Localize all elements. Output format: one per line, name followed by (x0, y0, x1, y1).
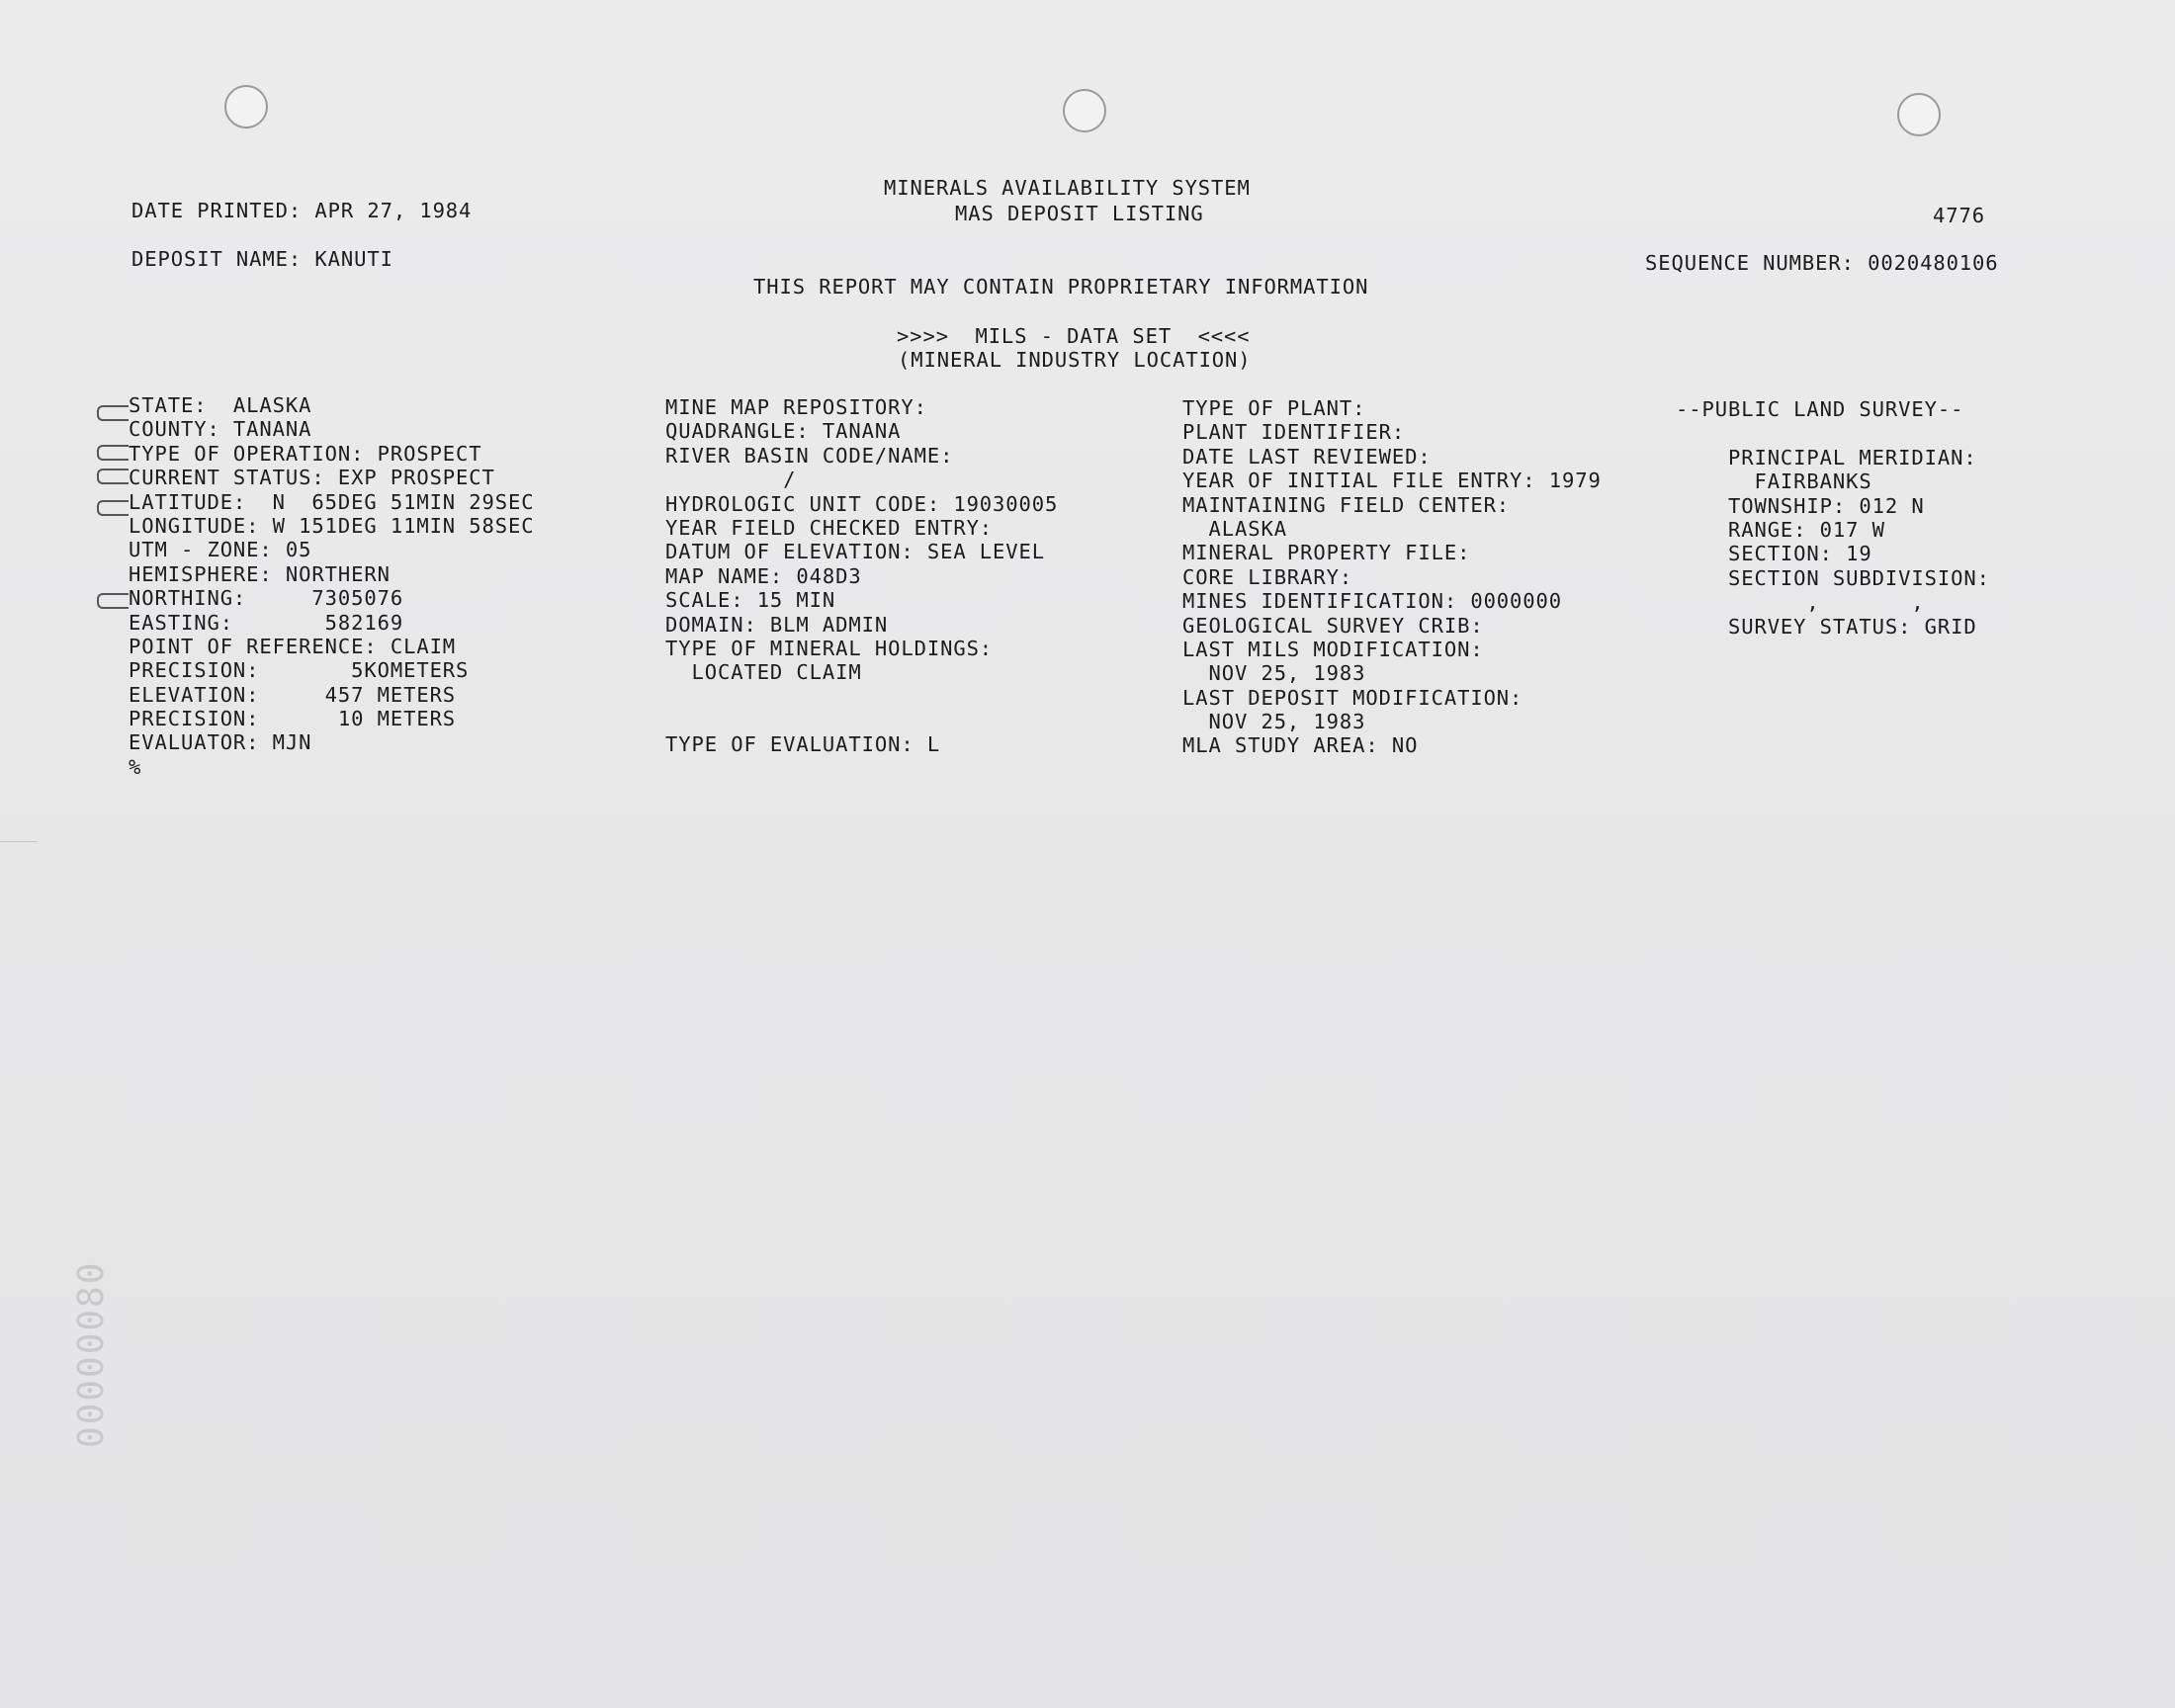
margin-bracket (97, 445, 129, 461)
field-principal-meridian-value: FAIRBANKS (1676, 470, 1872, 494)
field-date-last-reviewed: DATE LAST REVIEWED: (1182, 444, 1432, 469)
field-section-subdivision-value: , , (1676, 590, 1925, 615)
field-township: TOWNSHIP: 012 N (1676, 493, 1925, 518)
sequence-number: SEQUENCE NUMBER: 0020480106 (1645, 251, 1999, 275)
field-type-of-evaluation: TYPE OF EVALUATION: L (665, 732, 941, 757)
field-datum-of-elevation: DATUM OF ELEVATION: SEA LEVEL (665, 540, 1046, 564)
public-land-survey-heading: --PUBLIC LAND SURVEY-- (1676, 397, 1964, 421)
field-core-library: CORE LIBRARY: (1182, 564, 1353, 589)
system-title: MINERALS AVAILABILITY SYSTEM (884, 176, 1251, 200)
blank-line (665, 709, 1058, 732)
margin-bracket (97, 469, 129, 484)
page-edge-mark (0, 841, 38, 842)
binder-hole-center (1063, 89, 1106, 132)
field-field-center-value: ALASKA (1182, 516, 1287, 541)
listing-title: MAS DEPOSIT LISTING (955, 202, 1204, 225)
field-river-basin-value: / (665, 468, 797, 492)
field-maintaining-field-center: MAINTAINING FIELD CENTER: (1182, 492, 1511, 517)
margin-bracket (97, 405, 129, 421)
field-mla-study-area: MLA STUDY AREA: NO (1182, 733, 1419, 758)
field-mines-identification: MINES IDENTIFICATION: 0000000 (1182, 589, 1563, 614)
field-precision-elevation: PRECISION: 10 METERS (129, 707, 457, 731)
field-mineral-holdings-value: LOCATED CLAIM (665, 660, 862, 685)
field-river-basin: RIVER BASIN CODE/NAME: (665, 443, 954, 468)
field-mine-map-repository: MINE MAP REPOSITORY: (665, 395, 927, 419)
deposit-name: DEPOSIT NAME: KANUTI (131, 247, 393, 271)
binder-hole-left (224, 85, 268, 128)
mils-map-column (665, 395, 1058, 757)
field-elevation: ELEVATION: 457 METERS (129, 682, 457, 707)
date-printed: DATE PRINTED: APR 27, 1984 (131, 199, 473, 222)
binder-hole-right (1897, 93, 1941, 136)
field-current-status: CURRENT STATUS: EXP PROSPECT (129, 466, 495, 490)
field-end-marker: % (129, 754, 142, 779)
field-type-of-mineral-holdings: TYPE OF MINERAL HOLDINGS: (665, 636, 994, 660)
field-hemisphere: HEMISPHERE: NORTHERN (129, 561, 391, 586)
field-section: SECTION: 19 (1676, 542, 1872, 566)
field-survey-status: SURVEY STATUS: GRID (1676, 614, 1977, 639)
mils-location-column (129, 393, 535, 779)
field-type-of-plant: TYPE OF PLANT: (1182, 396, 1366, 420)
public-land-survey-column (1676, 397, 1990, 639)
field-hydrologic-unit-code: HYDROLOGIC UNIT CODE: 19030005 (665, 491, 1059, 516)
field-easting: EASTING: 582169 (129, 610, 404, 635)
field-longitude: LONGITUDE: W 151DEG 11MIN 58SEC (129, 513, 535, 538)
field-year-initial-entry: YEAR OF INITIAL FILE ENTRY: 1979 (1182, 469, 1602, 493)
field-quadrangle: QUADRANGLE: TANANA (665, 419, 902, 444)
field-plant-identifier: PLANT IDENTIFIER: (1182, 420, 1406, 445)
field-type-of-operation: TYPE OF OPERATION: PROSPECT (129, 441, 482, 466)
field-precision-location: PRECISION: 5KOMETERS (129, 658, 470, 683)
field-state: STATE: ALASKA (129, 393, 312, 417)
field-latitude: LATITUDE: N 65DEG 51MIN 29SEC (129, 489, 535, 514)
field-last-mils-modification-date: NOV 25, 1983 (1182, 661, 1366, 686)
field-point-of-reference: POINT OF REFERENCE: CLAIM (129, 634, 457, 658)
blank-line (1676, 421, 1990, 445)
mils-admin-column (1182, 396, 1602, 758)
margin-stamp: 00000080 (71, 1260, 112, 1448)
page-number: 4776 (1933, 204, 1985, 227)
field-section-subdivision: SECTION SUBDIVISION: (1676, 565, 1990, 590)
margin-bracket (97, 500, 129, 516)
field-map-name: MAP NAME: 048D3 (665, 563, 862, 588)
field-last-mils-modification: LAST MILS MODIFICATION: (1182, 637, 1484, 661)
data-set-title: >>>> MILS - DATA SET <<<< (897, 324, 1251, 348)
field-northing: NORTHING: 7305076 (129, 586, 404, 611)
field-last-deposit-modification: LAST DEPOSIT MODIFICATION: (1182, 685, 1523, 710)
data-set-subtitle: (MINERAL INDUSTRY LOCATION) (898, 348, 1252, 372)
field-scale: SCALE: 15 MIN (665, 588, 836, 613)
field-evaluator: EVALUATOR: MJN (129, 730, 312, 755)
field-geological-survey-crib: GEOLOGICAL SURVEY CRIB: (1182, 613, 1484, 638)
field-year-field-checked: YEAR FIELD CHECKED ENTRY: (665, 515, 994, 540)
field-domain: DOMAIN: BLM ADMIN (665, 612, 889, 637)
field-mineral-property-file: MINERAL PROPERTY FILE: (1182, 541, 1471, 565)
field-utm-zone: UTM - ZONE: 05 (129, 538, 312, 562)
field-principal-meridian: PRINCIPAL MERIDIAN: (1676, 445, 1977, 470)
blank-line (665, 685, 1058, 709)
margin-bracket (97, 593, 129, 609)
field-range: RANGE: 017 W (1676, 517, 1885, 542)
field-last-deposit-modification-date: NOV 25, 1983 (1182, 710, 1366, 734)
field-county: COUNTY: TANANA (129, 417, 312, 442)
proprietary-notice: THIS REPORT MAY CONTAIN PROPRIETARY INFORMATION (753, 275, 1369, 299)
